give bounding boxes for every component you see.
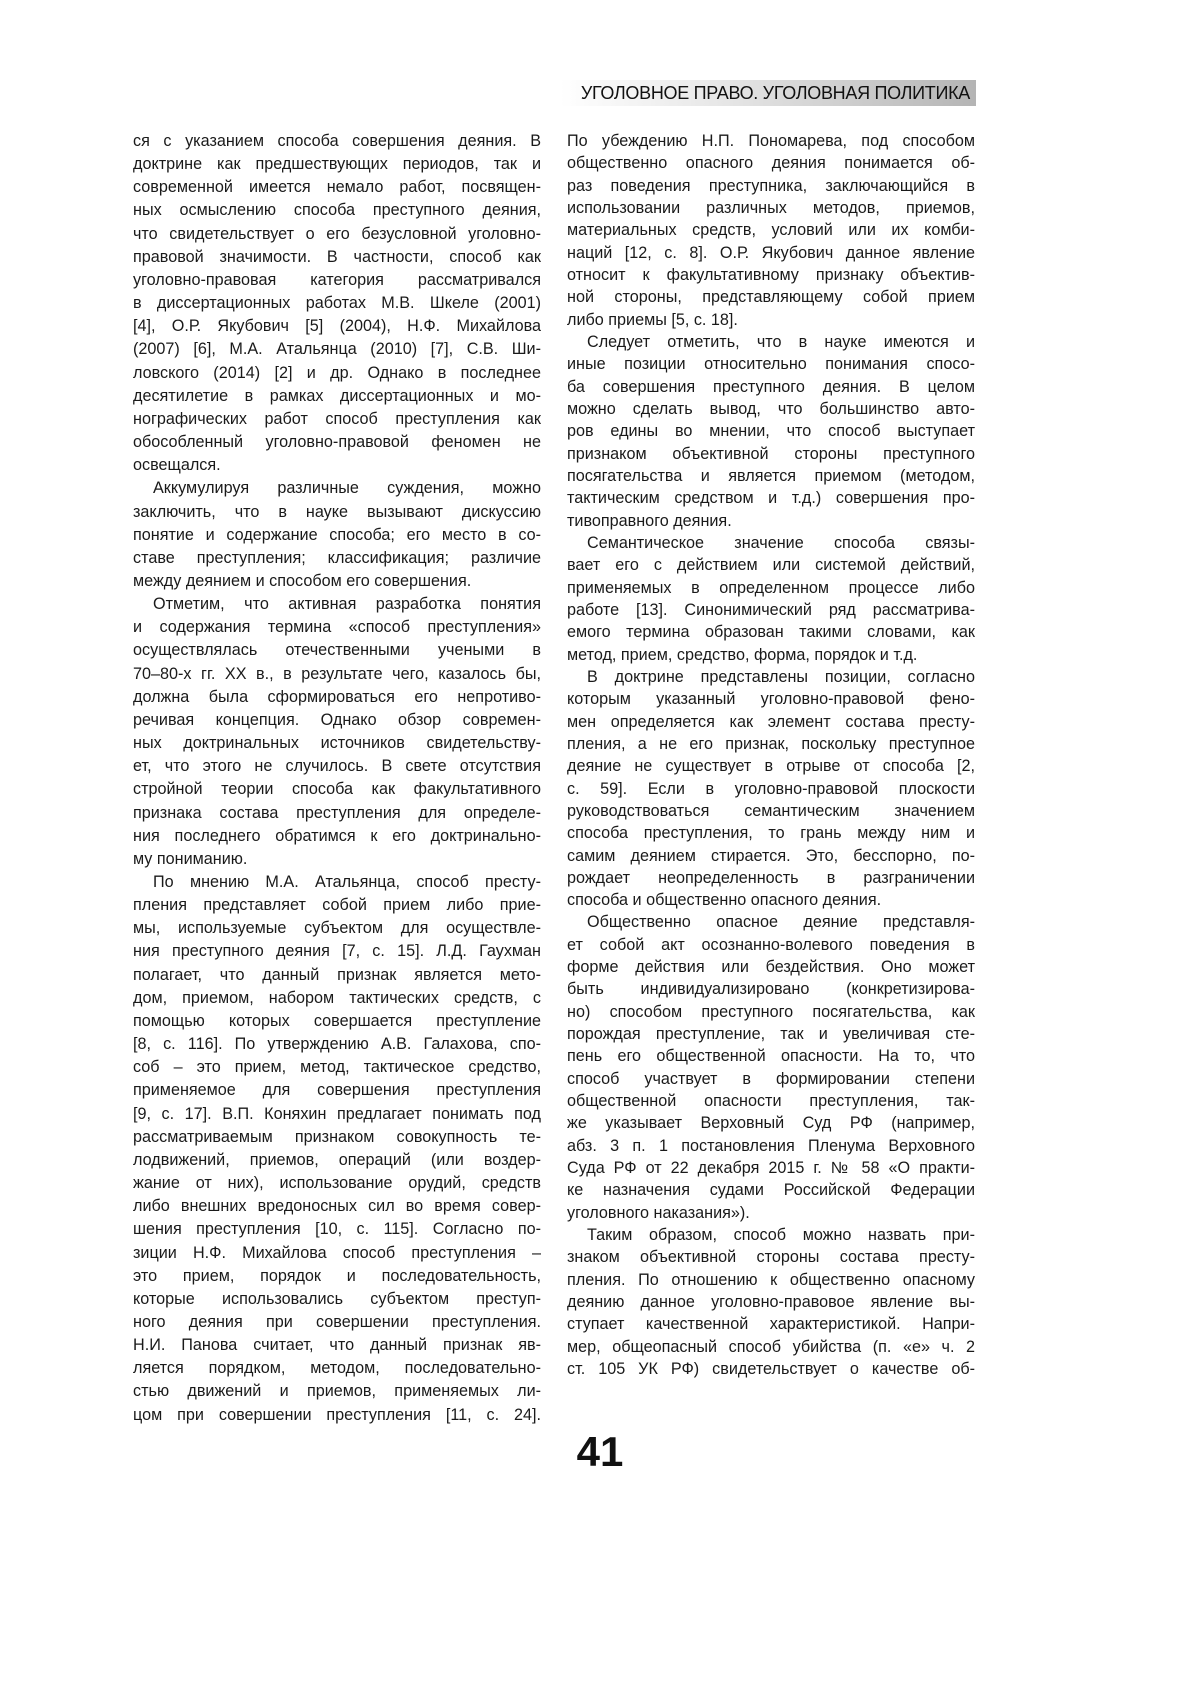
text-line: ного деяния при совершении преступления. xyxy=(133,1311,541,1334)
text-line: и содержания термина «способ преступления» xyxy=(133,616,541,639)
text-line: осуществлялась отечественными учеными в xyxy=(133,639,541,662)
text-line: пления представляет собой прием либо прие- xyxy=(133,894,541,917)
text-line: которым указанный уголовно-правовой фено- xyxy=(567,688,975,710)
text-line: способа преступления, то грань между ним и xyxy=(567,822,975,844)
text-line: 70–80-х гг. XX в., в результате чего, казалось бы, xyxy=(133,663,541,686)
text-line: стройной теории способа как факультативного xyxy=(133,778,541,801)
text-line: способа и общественно опасного деяния. xyxy=(567,889,975,911)
text-line: понятие и содержание способа; его место в со- xyxy=(133,524,541,547)
text-line: самим деянием стирается. Это, бесспорно, по- xyxy=(567,845,975,867)
text-line: помощью которых совершается преступление xyxy=(133,1010,541,1033)
text-line: обособленный уголовно-правовой феномен не xyxy=(133,431,541,454)
text-line: с. 59]. Если в уголовно-правовой плоскости xyxy=(567,778,975,800)
text-line: [4], О.Р. Якубович [5] (2004), Н.Ф. Михайлова xyxy=(133,315,541,338)
text-line: деянию данное уголовно-правовое явление вы- xyxy=(567,1291,975,1313)
text-line: между деянием и способом его совершения. xyxy=(133,570,541,593)
text-line: применяемое для совершения преступления xyxy=(133,1079,541,1102)
text-line: иные позиции относительно понимания спосо- xyxy=(567,353,975,375)
text-line: либо приемы [5, с. 18]. xyxy=(567,309,975,331)
text-line: По мнению М.А. Атальянца, способ престу- xyxy=(133,871,541,894)
text-line: же указывает Верховный Суд РФ (например, xyxy=(567,1112,975,1134)
text-line: Семантическое значение способа связы- xyxy=(567,532,975,554)
text-line: Таким образом, способ можно назвать при- xyxy=(567,1224,975,1246)
paragraph xyxy=(567,331,975,532)
text-line: [9, с. 17]. В.П. Коняхин предлагает понимать под xyxy=(133,1103,541,1126)
text-line: зиции Н.Ф. Михайлова способ преступления – xyxy=(133,1242,541,1265)
paragraph xyxy=(567,666,975,912)
text-line: ке назначения судами Российской Федерации xyxy=(567,1179,975,1201)
text-line: мы, используемые субъектом для осуществле- xyxy=(133,917,541,940)
text-line: абз. 3 п. 1 постановления Пленума Верховного xyxy=(567,1135,975,1157)
text-line: освещался. xyxy=(133,454,541,477)
text-line: доктрине как предшествующих периодов, так и xyxy=(133,153,541,176)
text-line: По убеждению Н.П. Пономарева, под способом xyxy=(567,130,975,152)
text-line: ступает качественной характеристикой. Напри- xyxy=(567,1313,975,1335)
text-line: Отметим, что активная разработка понятия xyxy=(133,593,541,616)
text-line: что свидетельствует о его безусловной уголовно- xyxy=(133,223,541,246)
text-line: мен определяется как элемент состава престу- xyxy=(567,711,975,733)
text-line: материальных средств, условий или их комби- xyxy=(567,219,975,241)
text-line: мер, общеопасный способ убийства (п. «е» ч. 2 xyxy=(567,1336,975,1358)
text-line: речивая концепция. Однако обзор современ- xyxy=(133,709,541,732)
text-line: шения преступления [10, с. 115]. Согласно по- xyxy=(133,1218,541,1241)
text-line: нографических работ способ преступления как xyxy=(133,408,541,431)
text-line: ния преступного деяния [7, с. 15]. Л.Д. Гаухман xyxy=(133,940,541,963)
text-line: В доктрине представлены позиции, согласно xyxy=(567,666,975,688)
text-line: относит к факультативному признаку объектив- xyxy=(567,264,975,286)
text-line: ся с указанием способа совершения деяния. В xyxy=(133,130,541,153)
text-line: дом, приемом, набором тактических средств, с xyxy=(133,987,541,1010)
paragraph xyxy=(567,1224,975,1380)
text-line: правовой значимости. В частности, способ как xyxy=(133,246,541,269)
text-line: пень его общественной опасности. На то, что xyxy=(567,1045,975,1067)
text-line: стью движений и приемов, применяемых ли- xyxy=(133,1380,541,1403)
text-line: работе [13]. Синонимический ряд рассматрива- xyxy=(567,599,975,621)
text-line: ет, что этого не случилось. В свете отсутствия xyxy=(133,755,541,778)
text-line: Следует отметить, что в науке имеются и xyxy=(567,331,975,353)
text-line: Аккумулируя различные суждения, можно xyxy=(133,477,541,500)
text-line: ловского (2014) [2] и др. Однако в последнее xyxy=(133,362,541,385)
text-line: раз поведения преступника, заключающийся в xyxy=(567,175,975,197)
text-line: деяние не существует в отрыве от способа [2, xyxy=(567,755,975,777)
text-line: признака состава преступления для определе- xyxy=(133,802,541,825)
text-line: Общественно опасное деяние представля- xyxy=(567,911,975,933)
text-line: рождает неопределенность в разграничении xyxy=(567,867,975,889)
text-line: ных доктринальных источников свидетельству- xyxy=(133,732,541,755)
text-line: тивоправного деяния. xyxy=(567,510,975,532)
text-line: десятилетие в рамках диссертационных и мо- xyxy=(133,385,541,408)
text-line: это прием, порядок и последовательность, xyxy=(133,1265,541,1288)
text-line: ной стороны, представляющему собой прием xyxy=(567,286,975,308)
text-line: ляется порядком, методом, последовательно- xyxy=(133,1357,541,1380)
paragraph xyxy=(567,532,975,666)
text-line: пления. По отношению к общественно опасному xyxy=(567,1269,975,1291)
text-line: рассматриваемым признаком совокупность те- xyxy=(133,1126,541,1149)
text-line: ставе преступления; классификация; различие xyxy=(133,547,541,570)
text-line: Суда РФ от 22 декабря 2015 г. № 58 «О практи- xyxy=(567,1157,975,1179)
text-line: цом при совершении преступления [11, с. 24]. xyxy=(133,1404,541,1427)
text-line: в диссертационных работах М.В. Шкеле (2001) xyxy=(133,292,541,315)
left-text-column xyxy=(133,130,541,1427)
text-line: быть индивидуализировано (конкретизирова- xyxy=(567,978,975,1000)
text-line: соб – это прием, метод, тактическое средство, xyxy=(133,1056,541,1079)
text-line: современной имеется немало работ, посвящен- xyxy=(133,176,541,199)
text-line: руководствоваться семантическим значением xyxy=(567,800,975,822)
text-line: знаком объективной стороны состава престу- xyxy=(567,1246,975,1268)
text-line: заключить, что в науке вызывают дискуссию xyxy=(133,501,541,524)
paragraph xyxy=(133,477,541,593)
text-line: порождая преступление, так и увеличивая сте- xyxy=(567,1023,975,1045)
text-line: признаком объективной стороны преступного xyxy=(567,443,975,465)
text-line: ба совершения преступного деяния. В целом xyxy=(567,376,975,398)
text-line: можно сделать вывод, что большинство авто- xyxy=(567,398,975,420)
right-text-column xyxy=(567,130,975,1380)
text-line: ст. 105 УК РФ) свидетельствует о качестве об- xyxy=(567,1358,975,1380)
running-header xyxy=(560,80,976,106)
text-line: лодвижений, приемов, операций (или воздер- xyxy=(133,1149,541,1172)
text-line: использовании различных методов, приемов, xyxy=(567,197,975,219)
text-line: посягательства и является приемом (методом, xyxy=(567,465,975,487)
text-line: ров едины во мнении, что способ выступает xyxy=(567,420,975,442)
text-line: ния последнего обратимся к его доктринально- xyxy=(133,825,541,848)
text-line: му пониманию. xyxy=(133,848,541,871)
text-line: ет собой акт осознанно-волевого поведения в xyxy=(567,934,975,956)
text-line: общественной опасности преступления, так- xyxy=(567,1090,975,1112)
section-title: УГОЛОВНОЕ ПРАВО. УГОЛОВНАЯ ПОЛИТИКА xyxy=(581,83,970,104)
text-line: уголовного наказания»). xyxy=(567,1202,975,1224)
text-line: уголовно-правовая категория рассматривался xyxy=(133,269,541,292)
text-line: жание от них), использование орудий, средств xyxy=(133,1172,541,1195)
paragraph xyxy=(567,911,975,1224)
page-number: 41 xyxy=(0,1428,1200,1476)
text-line: форме действия или бездействия. Оно может xyxy=(567,956,975,978)
text-line: которые использовались субъектом преступ- xyxy=(133,1288,541,1311)
text-line: пления, а не его признак, поскольку преступное xyxy=(567,733,975,755)
text-line: но) способом преступного посягательства, как xyxy=(567,1001,975,1023)
paragraph xyxy=(133,130,541,477)
text-line: ных осмыслению способа преступного деяния, xyxy=(133,199,541,222)
text-line: (2007) [6], М.А. Атальянца (2010) [7], С.В. Ши- xyxy=(133,338,541,361)
text-line: общественно опасного деяния понимается об- xyxy=(567,152,975,174)
paragraph xyxy=(567,130,975,331)
text-line: [8, с. 116]. По утверждению А.В. Галахова, спо- xyxy=(133,1033,541,1056)
text-line: полагает, что данный признак является мето- xyxy=(133,964,541,987)
text-line: наций [12, с. 8]. О.Р. Якубович данное явление xyxy=(567,242,975,264)
paragraph xyxy=(133,871,541,1427)
text-line: вает его с действием или системой действий, xyxy=(567,554,975,576)
text-line: тактическим средством и т.д.) совершения про- xyxy=(567,487,975,509)
text-line: должна была сформироваться его непротиво- xyxy=(133,686,541,709)
paragraph xyxy=(133,593,541,871)
text-line: способ участвует в формировании степени xyxy=(567,1068,975,1090)
text-line: применяемых в определенном процессе либо xyxy=(567,577,975,599)
text-line: Н.И. Панова считает, что данный признак яв- xyxy=(133,1334,541,1357)
text-line: емого термина образован такими словами, как xyxy=(567,621,975,643)
text-line: метод, прием, средство, форма, порядок и т.д. xyxy=(567,644,975,666)
text-line: либо внешних вредоносных сил во время совер- xyxy=(133,1195,541,1218)
